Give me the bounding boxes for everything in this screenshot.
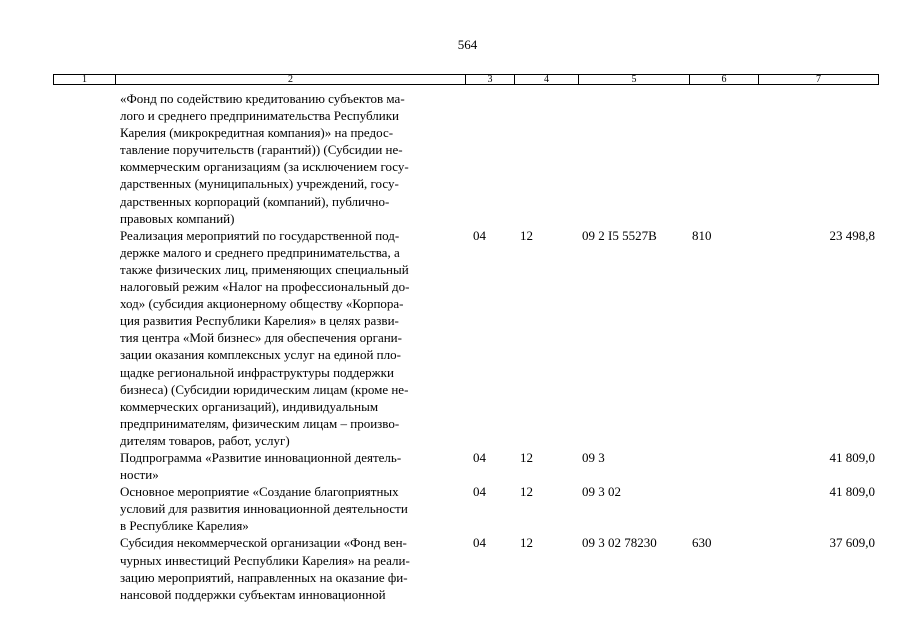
row-amount: 41 809,0 xyxy=(829,484,875,500)
column-number-5: 5 xyxy=(579,75,690,84)
row-subsection: 12 xyxy=(520,227,533,243)
table-row xyxy=(53,227,879,449)
row-section: 04 xyxy=(473,227,486,243)
row-amount: 37 609,0 xyxy=(829,535,875,551)
table-row xyxy=(53,483,879,534)
row-name: Подпрограмма «Развитие инновационной деятель- ности» xyxy=(120,449,402,483)
row-target: 09 3 02 78230 xyxy=(582,535,657,551)
row-name: Основное мероприятие «Создание благоприятных условий для развития инновационной деятельности в Республике Карелия» xyxy=(120,484,408,534)
row-target: 09 2 I5 5527В xyxy=(582,227,657,243)
row-subsection: 12 xyxy=(520,484,533,500)
row-section: 04 xyxy=(473,535,486,551)
column-number-6: 6 xyxy=(690,75,759,84)
row-target: 09 3 02 xyxy=(582,484,621,500)
row-expense-type xyxy=(689,483,758,534)
row-name: «Фонд по содействию кредитованию субъектов ма- лого и среднего предпринимательства Республики Карелия (микрокредитная компания)» на предос- тавление поручительств (гарантий)) (Субсидии не- коммерческим организациям (за исключением госу- дарственных (муниципальных) учреждений, госу- дарственных корпораций (компаний), публично- правовых компаний) xyxy=(120,91,409,226)
row-target xyxy=(578,90,689,227)
row-name: Субсидия некоммерческой организации «Фонд вен- чурных инвестиций Республики Карелия» на реали- зацию мероприятий, направленных на оказание фи- нансовой поддержки субъектам инновационной xyxy=(120,535,410,602)
row-expense-type: 630 xyxy=(692,535,712,551)
table-row xyxy=(53,90,879,227)
row-expense-type xyxy=(689,90,758,227)
column-number-3: 3 xyxy=(466,75,515,84)
row-subsection: 12 xyxy=(520,535,533,551)
row-section: 04 xyxy=(473,449,486,465)
row-section: 04 xyxy=(473,484,486,500)
table-row xyxy=(53,534,879,602)
row-subsection: 12 xyxy=(520,449,533,465)
row-amount: 23 498,8 xyxy=(829,227,875,243)
page-number: 564 xyxy=(457,37,478,52)
row-target: 09 3 xyxy=(582,449,605,465)
column-number-1: 1 xyxy=(54,75,116,84)
table-header-row xyxy=(53,74,879,85)
row-expense-type: 810 xyxy=(692,227,712,243)
row-section xyxy=(465,90,514,227)
column-number-2: 2 xyxy=(116,75,466,84)
column-number-7: 7 xyxy=(816,74,821,85)
row-name: Реализация мероприятий по государственной под- держке малого и среднего предпринимательства, а также физических лиц, применяющих специальный налоговый режим «Налог на профессиональный до- ход» (субсидия акционерному обществу «Корпора- ция развития Республики Карелия» в целях разви- тия центра «Мой бизнес» для обеспечения органи- зации оказания комплексных услуг на единой пло- щадке региональной инфраструктуры поддержки бизнеса) (Субсидии юридическим лицам (кроме не- коммерческих организаций), индивидуальным предпринимателям, физическим лицам – произво- дителям товаров, работ, услуг) xyxy=(120,227,410,448)
table-row xyxy=(53,449,879,483)
row-subsection xyxy=(514,90,578,227)
row-amount: 41 809,0 xyxy=(829,449,875,465)
row-expense-type xyxy=(689,449,758,483)
row-amount xyxy=(758,90,879,227)
budget-table-body xyxy=(53,90,879,603)
column-number-4: 4 xyxy=(515,75,579,84)
